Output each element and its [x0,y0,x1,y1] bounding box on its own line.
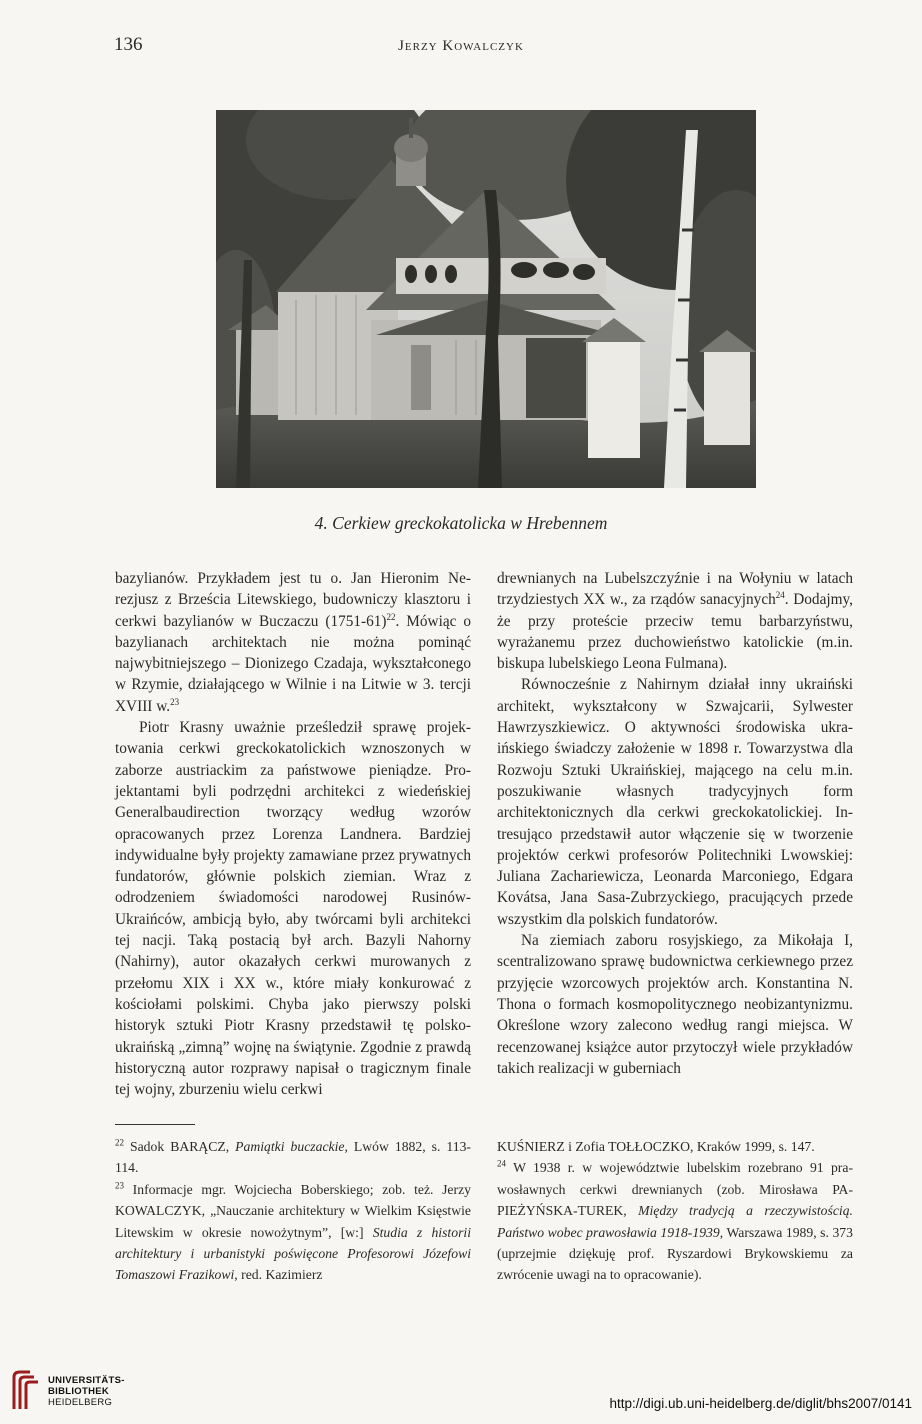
author-name: Jerzy Kowalczyk [398,38,524,54]
footnote-24: $^{24}$ W 1938 r. w województwie lubelskim rozebrano 91 prawosławnych cerkwi drewnianych (zob. Mirosława PAPIEŻYŃSKA-TUREK, Między tradycją a rzeczywistością. Państwo wobec prawosławia 1918-1939, Warszawa 1989, s. 373 (uprzejmie dziękuję prof. Ryszardowi Brykowskiemu za zwrócenie uwagi na to opracowanie). [497,1158,853,1283]
photo-wooden-church [216,110,756,488]
paragraph: Piotr Krasny uważnie prześledził sprawę projektowania cerkwi greckokatolickich wznoszonych w zaborze austriackim za państwowe pieniądze. Projektantami byli podrzędni architekci z wiedeńskiej Generalbaudirection tworzący według wzorów opracowanych przez Lorenza Landnera. Bardziej indywidualne były projekty zamawiane przez prywatnych fundatorów, głównie polskich ziemian. Wraz z odrodzeniem świadomości narodowej Rusinów-Ukraińców, ambicją było, aby twórcami byli architekci tej nacji. Taką postacią był arch. Bazyli Nahorny (Nahirny), autor okazałych cerkwi murowanych z przełomu XIX i XX w., które miały konkurować z kościołami polskimi. Chyba jako pierwszy polski historyk sztuki Piotr Krasny przedstawił tę polsko-ukraińską „zimną” wojnę na świątynie. Zgodnie z prawdą historyczną autor rozprawy napisał o tragicznym finale tej wojny, zburzeniu wielu cerkwi [115,719,471,1099]
footnote-23: $^{23}$ Informacje mgr. Wojciecha Boberskiego; zob. też. Jerzy KOWALCZYK, „Nauczanie architektury w Wielkim Księstwie Litewskim w okresie nowożytnym”, [w:] Studia z historii architektury i urbanistyki poświęcone Profesorowi Józefowi Tomaszowi Frazikowi, red. Kazimierz [115,1180,471,1283]
figure-caption: 4. Cerkiew greckokatolicka w Hrebennem [314,513,608,533]
footnote-divider [115,1124,195,1125]
footnotes-right [497,1136,853,1286]
footnotes-left [115,1136,471,1286]
paragraph: Na ziemiach zaboru rosyjskiego, za Mikołaja I, scentralizowano sprawę budownictwa cerkiewnego przez przyjęcie wzorcowych projektów arch. Konstantina N. Thona o formach kosmopolitycznego neobizantynizmu. Określone wzory zalecono według rangi miejsca. W recenzowanej książce autor przytoczył wiele przykładów takich realizacji w guberniach [497,932,853,1077]
footnote-ref: 22 [386,611,396,622]
library-name: UNIVERSITÄTS- BIBLIOTHEK HEIDELBERG [48,1375,125,1408]
running-head [0,38,922,55]
footnote-ref: 24 [775,590,785,601]
body-column-right [497,568,853,1079]
source-url-link[interactable]: http://digi.ub.uni-heidelberg.de/diglit/bhs2007/0141 [609,1396,912,1411]
library-logo[interactable] [8,1369,148,1415]
footnote-22: $^{22}$ Sadok BARĄCZ, Pamiątki buczackie, Lwów 1882, s. 113-114. [115,1137,471,1176]
body-column-left [115,568,471,1100]
paragraph: bazylianów. Przykładem jest tu o. Jan Hieronim Nerezjusz z Brześcia Litewskiego, budowniczy klasztoru i cerkwi bazylianów w Buczaczu (1751-61)$^{22}$. Mówiąc o bazylianach architektach nie można pominąć najwybitniejszego – Dionizego Czadaja, wykształconego w Rzymie, działającego w Wilnie i na Litwie w 3. tercji XVIII w.$^{23}$ [115,570,471,715]
footnote-ref: 23 [170,696,180,707]
church-photo [216,110,756,488]
page-number: 136 [114,34,143,55]
footnote-23-continued: KUŚNIERZ i Zofia TOŁŁOCZKO, Kraków 1999, s. 147. [497,1139,815,1154]
paragraph: Równocześnie z Nahirnym działał inny ukraiński architekt, wykształcony w Szwajcarii, Sylwester Hawrzyszkiewicz. O aktywności środowiska ukraińskiego świadczy założenie w 1898 r. Towarzystwa dla Rozwoju Sztuki Ukraińskiej, mającego na celu m.in. poszukiwanie własnych tradycyjnych form architektonicznych dla cerkwi greckokatolickiej. Intresująco przedstawił autor włączenie się w tworzenie projektów cerkwi profesorów Politechniki Lwowskiej: Juliana Zachariewicza, Leonarda Marconiego, Edgara Kovátsa, Jana Sasa-Zubrzyckiego, pracujących przede wszystkim dla polskich fundatorów. [497,676,853,928]
library-emblem-icon [8,1369,42,1413]
paragraph: drewnianych na Lubelszczyźnie i na Wołyniu w latach trzydziestych XX w., za rządów sanacyjnych$^{24}$. Dodajmy, że przy proteście przeciw temu barbarzyństwu, wyrażanemu przez duchowieństwo katolickie (m.in. biskupa lubelskiego Leona Fulmana). [497,570,853,673]
